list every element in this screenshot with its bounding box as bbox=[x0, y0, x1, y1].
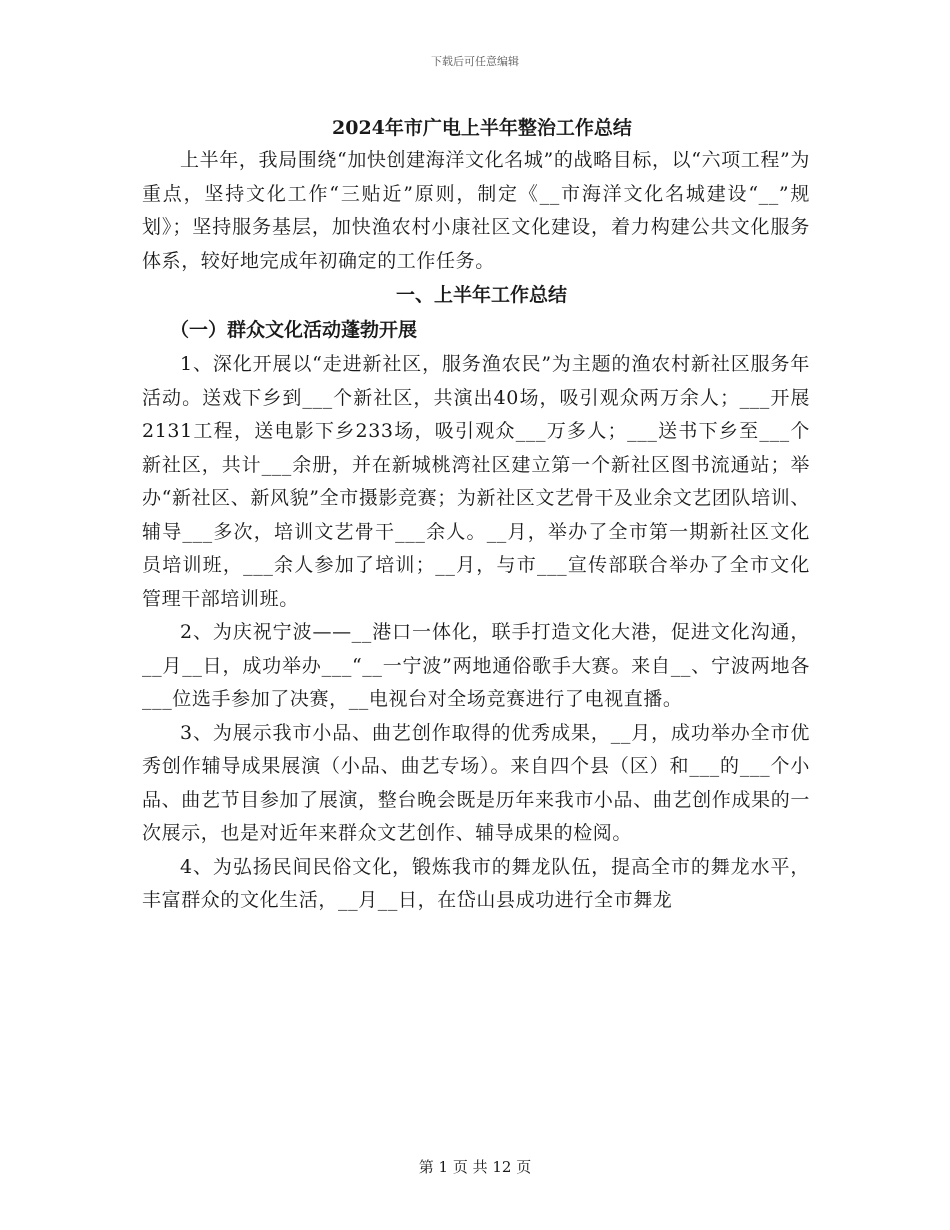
paragraph-1: 1、深化开展以“走进新社区，服务渔农民”为主题的渔农村新社区服务年活动。送戏下乡到___个新社区，共演出40场，吸引观众两万余人；___开展2131工程，送电影下乡233场，吸引观众___万多人；___送书下乡至___个新社区，共计___余册，并在新城桃湾社区建立第一个新社区图书流通站；举办“新社区、新风貌”全市摄影竞赛；为新社区文艺骨干及业余文艺团队培训、辅导___多次，培训文艺骨干___余人。__月，举办了全市第一期新社区文化员培训班，___余人参加了培训；__月，与市___宣传部联合举办了全市文化管理干部培训班。 bbox=[142, 353, 810, 610]
document-body bbox=[142, 112, 810, 918]
page-footer: 第 1 页 共 12 页 bbox=[418, 1158, 532, 1176]
intro-paragraph: 上半年，我局围绕“加快创建海洋文化名城”的战略目标，以“六项工程”为重点，坚持文化工作“三贴近”原则，制定《__市海洋文化名城建设“__”规划》；坚持服务基层，加快渔农村小康社区文化建设，着力构建公共文化服务体系，较好地完成年初确定的工作任务。 bbox=[142, 149, 810, 272]
subsection-heading: （一）群众文化活动蓬勃开展 bbox=[170, 319, 418, 341]
document-title: 2024年市广电上半年整治工作总结 bbox=[332, 117, 632, 139]
paragraph-2: 2、为庆祝宁波——__港口一体化，联手打造文化大港，促进文化沟通，__月__日，成功举办___“__一宁波”两地通俗歌手大赛。来自__、宁波两地各___位选手参加了决赛，__电视台对全场竞赛进行了电视直播。 bbox=[142, 621, 810, 710]
section-heading: 一、上半年工作总结 bbox=[396, 284, 568, 306]
paragraph-4: 4、为弘扬民间民俗文化，锻炼我市的舞龙队伍，提高全市的舞龙水平，丰富群众的文化生活，__月__日，在岱山县成功进行全市舞龙 bbox=[142, 855, 810, 911]
paragraph-3: 3、为展示我市小品、曲艺创作取得的优秀成果，__月，成功举办全市优秀创作辅导成果展演（小品、曲艺专场）。来自四个县（区）和___的___个小品、曲艺节目参加了展演，整台晚会既是历年来我市小品、曲艺创作成果的一次展示，也是对近年来群众文艺创作、辅导成果的检阅。 bbox=[142, 721, 810, 844]
header-note: 下载后可任意编辑 bbox=[431, 55, 519, 68]
